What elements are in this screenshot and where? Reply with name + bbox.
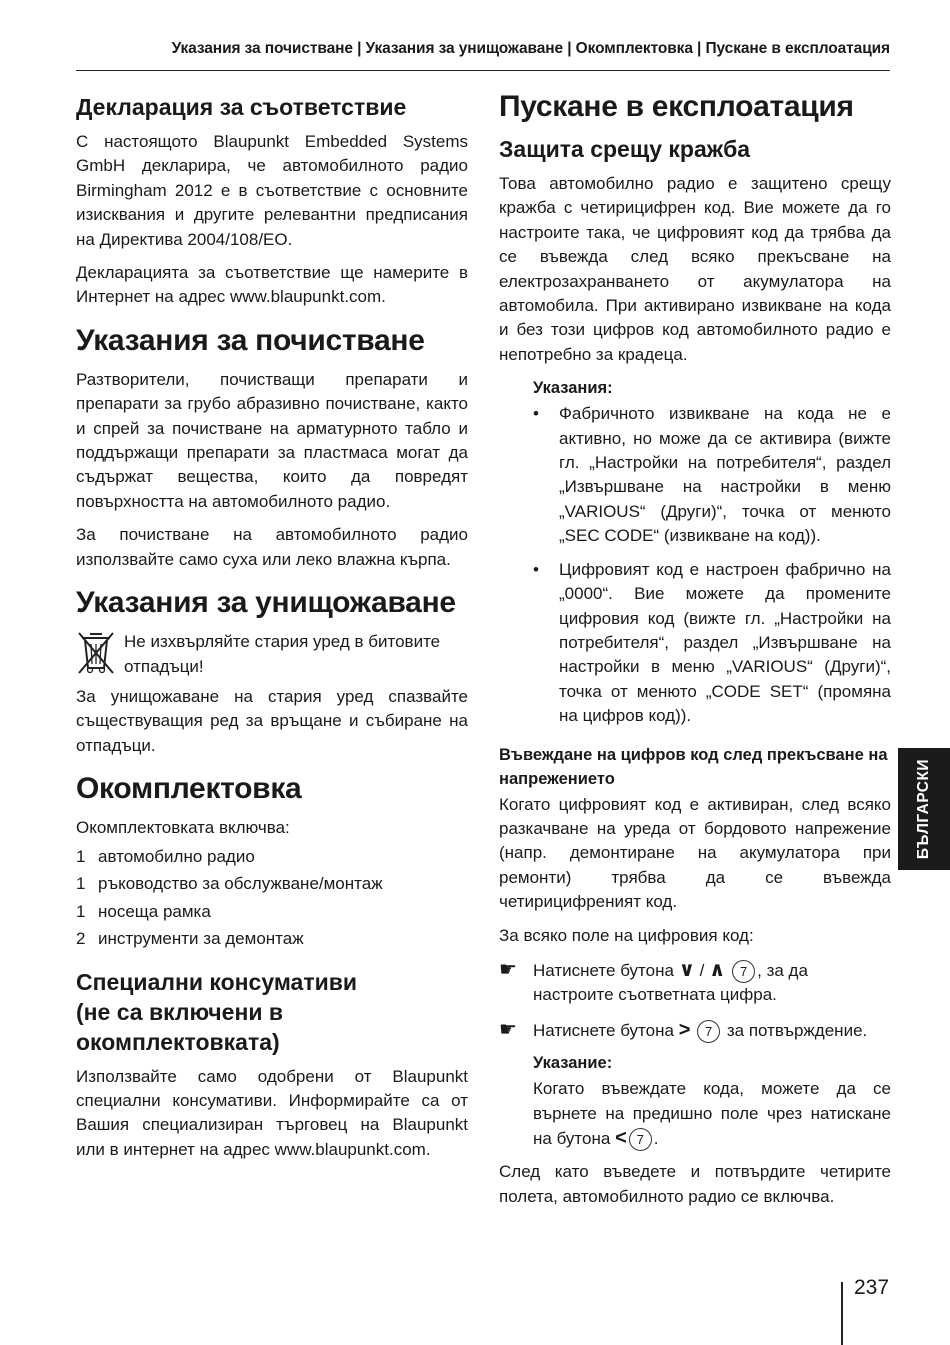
item-quantity: 1 <box>76 901 86 921</box>
item-label: носеща рамка <box>98 901 211 921</box>
item-label: инструменти за демонтаж <box>98 929 304 949</box>
note-text: Цифровият код е настроен фабрично на „0000“. Вие можете да промените цифровия код (вижте гл. „Настройки на потребителя“, раздел „Извършване на настройки в меню „VARIOUS“ (Други)“, точка от менюто „CODE SET“ (промяна на цифров код)). <box>559 559 891 726</box>
code-entry-paragraph-1: Когато цифровият код е активиран, след всяко разкачване на уреда от бордовото напрежение (напр. демонтиране на акумулатора при ремонти) трябва да се въвежда четирицифреният код. <box>499 794 891 912</box>
disposal-note <box>76 630 468 679</box>
button-7-icon: 7 <box>697 1020 720 1043</box>
pointing-hand-icon: ☛ <box>499 1018 517 1041</box>
note-text: Фабричното извикване на кода не е активно, но може да се активира (вижте гл. „Настройки на потребителя“, раздел „Извършване на настройки в меню „VARIOUS“ (Други)“, точка от менюто „SEC CODE“ (извикване на код)). <box>559 404 891 546</box>
declaration-title: Декларация за съответствие <box>76 94 407 120</box>
bullet-icon: • <box>533 559 539 579</box>
arrow-right-icon: > <box>678 1018 691 1041</box>
step-2 <box>499 1018 891 1043</box>
list-item <box>76 925 468 953</box>
theft-title: Защита срещу кражба <box>499 136 751 162</box>
item-quantity: 1 <box>76 874 86 894</box>
list-item <box>533 558 891 729</box>
item-quantity: 1 <box>76 846 86 866</box>
cleaning-title: Указания за почистване <box>76 323 425 357</box>
code-entry-note <box>499 1051 891 1151</box>
accessories-title <box>76 967 468 1057</box>
disposal-paragraph: За унищожаване на стария уред спазвайте съществуващия ред за връщане и събиране на отпадъци. <box>76 686 468 755</box>
bullet-icon: • <box>533 404 539 424</box>
step-1-text <box>533 958 891 1008</box>
cleaning-paragraph-2: За почистване на автомобилното радио използвайте само суха или леко влажна кърпа. <box>76 525 468 569</box>
disposal-note-text: Не изхвърляйте стария уред в битовите отпадъци! <box>124 632 441 676</box>
contents-intro: Окомплектовката включва: <box>76 818 290 838</box>
notes-list <box>533 402 891 728</box>
language-tab <box>898 748 950 870</box>
code-entry-paragraph-2: За всяко поле на цифровия код: <box>499 925 754 945</box>
note-text-pre: Когато въвеждате кода, можете да се върнете на предишно поле чрез натискане на бутона <box>533 1079 891 1148</box>
language-tab-label: БЪЛГАРСКИ <box>915 758 932 860</box>
disposal-title: Указания за унищожаване <box>76 586 456 620</box>
contents-section <box>76 770 468 952</box>
page-number-rule <box>841 1282 843 1345</box>
right-column <box>499 86 891 1218</box>
header-rule <box>76 70 890 71</box>
accessories-paragraph: Използвайте само одобрени от Blaupunkt специални консумативи. Информирайте са от Вашия специализиран търговец на Blaupunkt или в интернет на адрес www.blaupunkt.com. <box>76 1066 468 1159</box>
theft-notes <box>499 376 891 728</box>
cleaning-paragraph-1: Разтворители, почистващи препарати и препарати за грубо абразивно почистване, както и спрей за почистване на арматурното табло и поддържащи препарати за пластмаса могат да съдържат вещества, които да повредят повърхността на автомобилното радио. <box>76 369 468 511</box>
code-entry-title: Въвеждане на цифров код след прекъсване на напрежението <box>499 745 888 788</box>
item-quantity: 2 <box>76 929 86 949</box>
item-label: автомобилно радио <box>98 846 255 866</box>
step-1-post: , за да настроите съответната цифра. <box>533 960 808 1005</box>
step-1 <box>499 958 891 1008</box>
page-number: 237 <box>854 1276 890 1299</box>
button-7-icon: 7 <box>732 960 755 983</box>
step-2-post: за потвърждение. <box>726 1020 868 1040</box>
left-column <box>76 86 468 1171</box>
theft-section <box>499 134 891 729</box>
accessories-title-line-2: (не са включени в окомплектовката) <box>76 998 283 1055</box>
note-title: Указание: <box>533 1054 613 1073</box>
code-entry-paragraph-3: След като въведете и потвърдите четирите полета, автомобилното радио се включва. <box>499 1162 891 1206</box>
running-header: Указания за почистване | Указания за унищожаване | Окомплектовка | Пускане в експлоатация <box>171 40 890 57</box>
declaration-paragraph-2: Декларацията за съответствие ще намерите в Интернет на адрес www.blaupunkt.com. <box>76 263 468 307</box>
step-1-pre: Натиснете бутона <box>533 960 674 980</box>
step-2-pre: Натиснете бутона <box>533 1020 674 1040</box>
notes-title: Указания: <box>533 379 613 398</box>
accessories-section <box>76 967 468 1163</box>
step-2-text <box>533 1018 867 1043</box>
item-label: ръководство за обслужване/монтаж <box>98 874 383 894</box>
list-item <box>76 843 468 871</box>
declaration-section <box>76 92 468 310</box>
note-text-post: . <box>653 1129 659 1148</box>
cleaning-section <box>76 322 468 572</box>
disposal-section <box>76 584 468 758</box>
contents-list <box>76 843 468 953</box>
arrow-left-icon: < <box>615 1127 627 1149</box>
accessories-title-line-1: Специални консумативи <box>76 968 358 995</box>
step-1-separator: / <box>699 960 705 980</box>
commissioning-title: Пускане в експлоатация <box>499 90 854 123</box>
pointing-hand-icon: ☛ <box>499 958 517 981</box>
list-item <box>533 402 891 548</box>
list-item <box>76 870 468 898</box>
list-item <box>76 898 468 926</box>
contents-title: Окомплектовка <box>76 772 302 806</box>
arrow-down-icon: ∨ <box>678 958 695 981</box>
declaration-paragraph-1: С настоящото Blaupunkt Embedded Systems GmbH декларира, че автомобилното радио Birmingham 2012 е в съответствие с основните изисквания и другите релевантни предписания на Директива 2004/108/ЕО. <box>76 132 468 249</box>
arrow-up-icon: ∧ <box>709 958 726 981</box>
code-entry-section <box>499 743 891 1210</box>
button-7-icon: 7 <box>629 1128 652 1151</box>
note-text <box>533 1077 891 1151</box>
crossed-bin-icon <box>76 630 116 676</box>
theft-paragraph: Това автомобилно радио е защитено срещу кражба с четирицифрен код. Вие можете да го настроите така, че цифровият код да трябва да се въвежда след всяко прекъсване на електрозахранването от акумулатора на автомобила. При активирано извикване на кода и без този цифров код автомобилното радио е непотребно за крадеца. <box>499 174 891 364</box>
